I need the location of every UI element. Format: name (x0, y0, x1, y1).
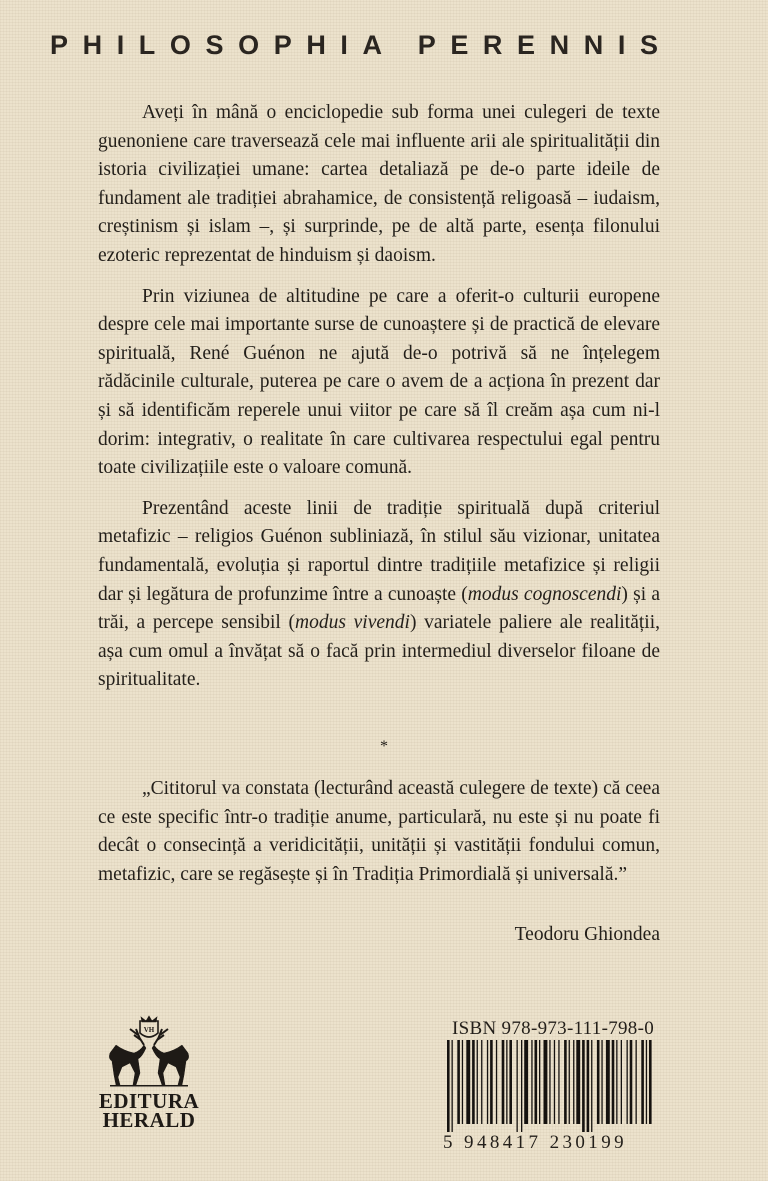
barcode-bar (621, 1040, 622, 1124)
barcode-bar (649, 1040, 652, 1124)
barcode-bar (452, 1040, 453, 1132)
barcode-bar (549, 1040, 550, 1124)
barcode-bar (539, 1040, 540, 1124)
italic-modus-cognoscendi: modus cognoscendi (467, 583, 622, 605)
paragraph-3-part-2: ) și a trăi, a percepe sensibil ( (98, 583, 660, 634)
section-separator: * (380, 738, 388, 755)
barcode-bar (641, 1040, 644, 1124)
barcode-bar (509, 1040, 512, 1124)
series-title: PHILOSOPHIA PERENNIS (50, 30, 673, 60)
blurb-text (98, 99, 660, 707)
barcode-bar (472, 1040, 475, 1124)
barcode-bar (612, 1040, 615, 1124)
barcode-bar (544, 1040, 548, 1124)
paragraph-3-part-1: Prezentând aceste linii de tradiție spirituală după criteriul metafizic – religios Guénon subliniază, în stilul său vizionar, unitatea fundamentală, evoluția și raportul dintre tradițiile metafizice și religii dar și legătura de profunzime între a cunoaște ( (98, 497, 660, 605)
barcode-digits: 5 948417 230199 (443, 1132, 627, 1153)
quote-block (98, 775, 660, 889)
paragraph-3-part-3: ) variatele paliere ale realității, așa cum omul a învățat să o facă prin intermediul diverselor filoane de spiritualitate. (98, 612, 660, 691)
barcode-bar (582, 1040, 585, 1132)
barcode-bar (587, 1040, 590, 1132)
barcode (443, 1040, 656, 1153)
isbn-number: ISBN 978-973-111-798-0 (452, 1018, 655, 1039)
barcode-bar (558, 1040, 559, 1124)
barcode-bar (601, 1040, 602, 1124)
barcode-bar (477, 1040, 478, 1124)
barcode-bar (490, 1040, 493, 1124)
barcode-bar (591, 1040, 592, 1132)
publisher-logo (94, 1015, 204, 1130)
monogram-text: VH (143, 1026, 155, 1034)
barcode-bar (506, 1040, 507, 1124)
barcode-bar (447, 1040, 450, 1132)
barcode-bar (524, 1040, 528, 1124)
barcode-bar (481, 1040, 482, 1124)
paragraph-2: Prin viziunea de altitudine pe care a oferit-o culturii europene despre cele mai importante surse de cunoaștere și de practică de elevare spirituală, René Guénon ne ajută de-o potrivă să ne înțelegem rădăcinile culturale, puterea pe care o avem de a acționa în prezent dar și să identificăm reperele unui viitor pe care să îl creăm așa cum ni-l dorim: integrativ, o realitate în care cultivarea respectului egal pentru toate civilizațiile este o valoare comună. (98, 285, 660, 479)
publisher-name-line-1: EDITURA (98, 1089, 200, 1113)
barcode-bar (496, 1040, 497, 1124)
publisher-name-line-2: HERALD (102, 1108, 196, 1132)
paragraph-1: Aveți în mână o enciclopedie sub forma unei culegeri de texte guenoniene care traversează cele mai influente arii ale spiritualității din istoria civilizației umane: cartea detaliază pe de-o parte ideile de fundament ale tradiției abrahamice, de consistență religoasă – iudaism, creștinism și islam –, și surprinde, pe de altă parte, esența filonului ezoteric reprezentat de hinduism și daoism. (98, 102, 660, 266)
barcode-bar (576, 1040, 580, 1124)
barcode-bar (462, 1040, 463, 1124)
barcode-bar (646, 1040, 647, 1124)
barcode-bar (502, 1040, 505, 1124)
barcode-bars (443, 1040, 656, 1132)
barcode-bar (627, 1040, 628, 1124)
barcode-bar (597, 1040, 600, 1124)
paragraph-3 (98, 495, 660, 695)
barcode-bar (554, 1040, 555, 1124)
italic-modus-vivendi: modus vivendi (295, 612, 410, 634)
barcode-bar (564, 1040, 567, 1124)
barcode-bar (616, 1040, 617, 1124)
barcode-bar (517, 1040, 518, 1132)
barcode-bar (630, 1040, 633, 1124)
barcode-bar (531, 1040, 532, 1124)
barcode-bar (573, 1040, 574, 1124)
deer-emblem-icon (94, 1015, 204, 1087)
barcode-bar (466, 1040, 470, 1124)
barcode-bar (535, 1040, 538, 1124)
barcode-bar (569, 1040, 570, 1124)
barcode-bar (606, 1040, 610, 1124)
barcode-bar (457, 1040, 460, 1124)
barcode-bar (487, 1040, 488, 1124)
quote-author: Teodoru Ghiondea (514, 924, 660, 945)
barcode-bar (636, 1040, 637, 1124)
quote-text: „Cititorul va constata (lecturând această culegere de texte) că ceea ce este specific într-o tradiție anume, particulară, nu este și nu poate fi decât o consecință a veridicității, unității și vastității fondului comun, metafizic, care se regăsește și în Tradiția Primordială și universală.” (98, 778, 660, 885)
barcode-bar (521, 1040, 522, 1132)
